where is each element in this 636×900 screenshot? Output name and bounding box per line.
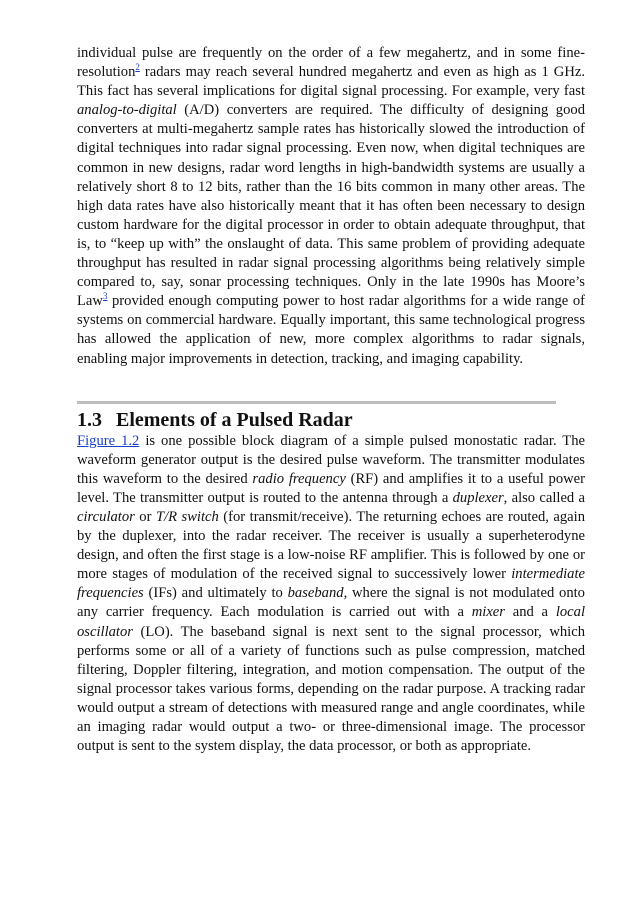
section-title: Elements of a Pulsed Radar xyxy=(116,408,353,431)
term-baseband: baseband xyxy=(287,585,344,602)
text-run: (LO). The baseband signal is next sent to the signal processor, which performs some or all of a variety of functions such as pulse compression, matched filtering, Doppler filtering, integration, and motion compensation. The output of the signal processor takes various forms, depending on the radar purpose. A tracking radar would output a stream of detections with measured range and angle coordinates, while an imaging radar would output a two- or three-dimensional image. The processor output is sent to the system display, the data processor, or both as appropriate. xyxy=(77,623,585,755)
term-analog-to-digital: analog-to-digital xyxy=(77,102,177,119)
text-run: (IFs) and ultimately to xyxy=(143,585,288,602)
term-intermediate-frequencies: intermediate frequencies xyxy=(77,566,585,602)
text-run: provided enough computing power to host radar algorithms for a wide range of systems on commercial hardware. Equally important, this same technological progress has allowed the application of new, more complex algorithms to radar signals, enabling major improvements in detection, tracking, and imaging capability. xyxy=(77,293,585,367)
section-number: 1.3 xyxy=(77,408,102,431)
paragraph-adc-throughput xyxy=(77,44,585,369)
term-mixer: mixer xyxy=(471,604,505,621)
term-circulator: circulator xyxy=(77,508,135,525)
section-divider xyxy=(77,401,556,404)
text-run: and a xyxy=(504,604,556,621)
term-duplexer: duplexer xyxy=(452,489,504,506)
document-page xyxy=(77,44,585,756)
text-run: radars may reach several hundred megahertz and even as high as 1 GHz. This fact has several implications for digital signal processing. For example, very fast xyxy=(77,64,585,100)
text-run: (for transmit/receive). The returning echoes are routed, again by the duplexer, into the radar receiver. The receiver is usually a superheterodyne design, and often the first stage is a low-noise RF amplifier. This is followed by one or more stages of modulation of the received signal to successively lower xyxy=(77,508,585,583)
text-run: or xyxy=(134,508,156,525)
text-run: , where the signal is not modulated onto any carrier frequency. Each modulation is carried out with a xyxy=(77,585,585,621)
text-run: (RF) and amplifies it to a useful power level. The transmitter output is routed to the antenna through a xyxy=(77,470,585,506)
text-run: , also called a xyxy=(503,489,585,506)
text-run: is one possible block diagram of a simple pulsed monostatic radar. The waveform generator output is the desired pulse waveform. The transmitter modulates this waveform to the desired xyxy=(77,432,585,487)
footnote-ref-2[interactable]: 2 xyxy=(135,62,140,73)
text-run: (A/D) converters are required. The difficulty of designing good converters at multi-megahertz sample rates has historically slowed the introduction of digital techniques into radar signal processing. Even now, when digital techniques are common in new designs, radar word lengths in high-bandwidth systems are usually a relatively short 8 to 12 bits, rather than the 16 bits common in many other areas. The high data rates have also historically meant that it has often been necessary to design custom hardware for the digital processor in order to obtain adequate throughput, that is, to “keep up with” the onslaught of data. This same problem of providing adequate throughput has resulted in radar signal processing algorithms being relatively simple compared to, say, sonar processing techniques. Only in the late 1990s has Moore’s Law xyxy=(77,102,585,310)
term-tr-switch: T/R switch xyxy=(155,508,219,525)
term-radio-frequency: radio frequency xyxy=(252,470,346,487)
paragraph-pulsed-radar xyxy=(77,432,585,757)
section-heading xyxy=(77,408,585,432)
footnote-ref-3[interactable]: 3 xyxy=(102,291,108,302)
text-run: individual pulse are frequently on the order of a few megahertz, and in some fine-resolution xyxy=(77,45,585,81)
figure-link[interactable]: Figure 1.2 xyxy=(77,432,140,449)
term-local-oscillator: local oscillator xyxy=(77,604,585,640)
